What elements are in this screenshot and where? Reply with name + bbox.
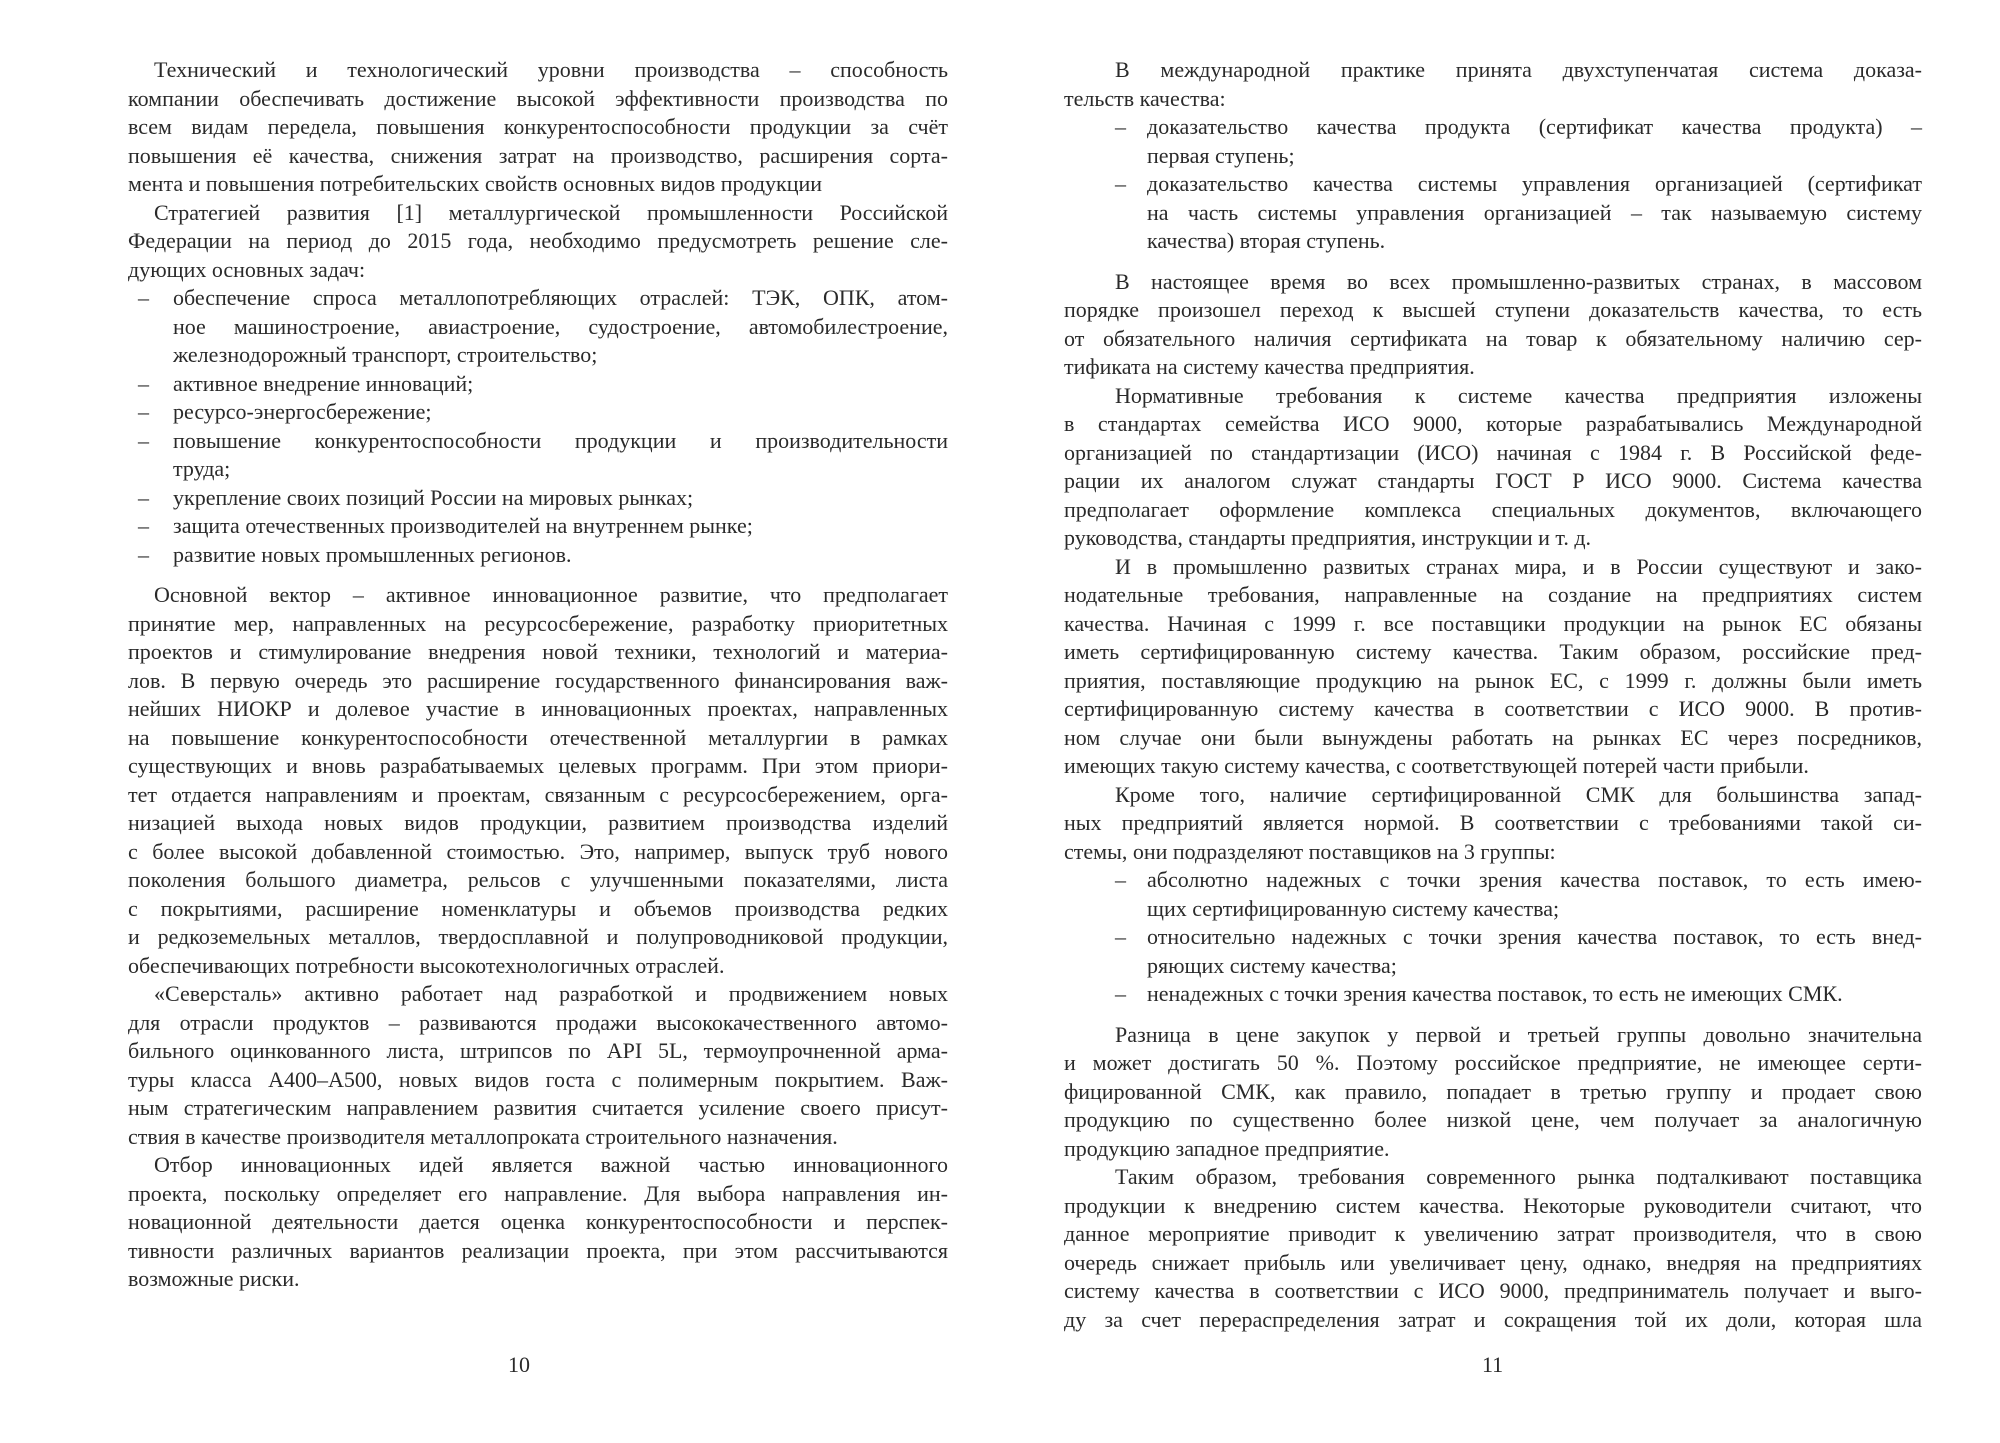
bullet-dash-icon: – (138, 513, 149, 538)
paragraph (1064, 1163, 1922, 1334)
text-line: ду за счет перераспределения затрат и сокращения той их доли, которая шла (1064, 1306, 1922, 1332)
text-line: фицированной СМК, как правило, попадает в третью группу и продает свою (1064, 1078, 1922, 1104)
text-line: Таким образом, требования современного рынка подталкивают поставщика (1115, 1164, 1922, 1189)
text-line: – абсолютно надежных с точки зрения качества поставок, то есть имею- (1147, 866, 1922, 895)
text-line: и может достигать 50 %. Поэтому российское предприятие, не имеющее серти- (1064, 1050, 1922, 1075)
text-line: щих сертифицированную систему качества; (1147, 895, 1560, 921)
text-line: бильного оцинкованного листа, штрипсов по API 5L, термоупрочненной арма- (128, 1038, 948, 1063)
paragraph (128, 980, 948, 1151)
bullet-item (128, 370, 948, 399)
paragraph (128, 56, 948, 199)
text-line: компании обеспечивать достижение высокой эффективности производства по (128, 85, 948, 111)
text-line: продукцию западное предприятие. (1064, 1135, 1390, 1161)
text-line: в стандартах семейства ИСО 9000, которые разрабатывались Международной (1064, 411, 1922, 436)
text-line: предполагает оформление комплекса специальных документов, включающего (1064, 496, 1922, 522)
text-line: порядке произошел переход к высшей ступени доказательств качества, то есть (1064, 297, 1922, 322)
text-line: ряющих систему качества; (1147, 952, 1397, 978)
bullet-dash-icon: – (138, 484, 149, 510)
bullet-item (128, 541, 948, 570)
text-line: очередь снижает прибыль или увеличивает цену, однако, внедряя на предприятиях (1064, 1249, 1922, 1275)
bullet-item (1064, 866, 1922, 923)
text-line: туры класса А400–А500, новых видов госта с полимерным покрытием. Важ- (128, 1066, 948, 1092)
text-line: принятие мер, направленных на ресурсосбережение, разработку приоритетных (128, 610, 948, 636)
paragraph (1064, 382, 1922, 553)
text-line: – доказательство качества продукта (сертификат качества продукта) – (1147, 113, 1922, 142)
bullet-item (128, 512, 948, 541)
text-line: на часть системы управления организацией – так называемую систему (1147, 199, 1922, 225)
text-line: поколения большого диаметра, рельсов с улучшенными показателями, листа (128, 867, 948, 892)
text-line: – доказательство качества системы управления организацией (сертификат (1147, 170, 1922, 199)
text-line: проектов и стимулирование внедрения новой техники, технологий и материа- (128, 639, 948, 664)
bullet-dash-icon: – (1115, 981, 1126, 1006)
text-line: тельств качества: (1064, 85, 1226, 111)
text-line: данное мероприятие приводит к увеличению затрат производителя, что в свою (1064, 1221, 1922, 1246)
text-line: ствия в качестве производителя металлопроката строительного назначения. (128, 1123, 838, 1149)
text-line: труда; (173, 456, 231, 481)
text-line: сертифицированную систему качества в соответствии с ИСО 9000. В против- (1064, 696, 1922, 721)
text-line: – ресурсо-энергосбережение; (173, 398, 948, 427)
paragraph (128, 581, 948, 980)
paragraph (128, 199, 948, 285)
text-line: нодательные требования, направленные на создание на предприятиях систем (1064, 582, 1922, 607)
text-line: – активное внедрение инноваций; (173, 370, 948, 399)
text-line: существующих и вновь разрабатываемых целевых программ. При этом приори- (128, 753, 948, 778)
bullet-dash-icon: – (138, 427, 149, 453)
text-line: В настоящее время во всех промышленно-развитых странах, в массовом (1115, 268, 1922, 294)
text-line: ных предприятий является нормой. В соответствии с требованиями такой си- (1064, 810, 1922, 835)
text-line: руководства, стандарты предприятия, инструкции и т. д. (1064, 525, 1592, 550)
text-line: ное машиностроение, авиастроение, судостроение, автомобилестроение, (173, 313, 948, 339)
text-line: И в промышленно развитых странах мира, и в России существуют и зако- (1115, 553, 1922, 579)
text-line: тификата на систему качества предприятия. (1064, 354, 1475, 379)
bullet-dash-icon: – (138, 399, 149, 424)
bullet-item (1064, 170, 1922, 256)
paragraph (1064, 553, 1922, 781)
text-line: ным стратегическим направлением развития считается усиление своего присут- (128, 1095, 948, 1120)
bullet-dash-icon: – (138, 370, 149, 396)
text-line: мента и повышения потребительских свойств основных видов продукции (128, 171, 823, 196)
text-line: первая ступень; (1147, 142, 1295, 168)
text-line: Основной вектор – активное инновационное развитие, что предполагает (154, 582, 948, 607)
text-line: лов. В первую очередь это расширение государственного финансирования важ- (128, 667, 948, 693)
text-line: Разница в цене закупок у первой и третьей группы довольно значительна (1115, 1021, 1922, 1047)
bullet-dash-icon: – (138, 285, 149, 310)
bullet-item (128, 398, 948, 427)
bullet-dash-icon: – (1115, 867, 1126, 892)
bullet-item (128, 484, 948, 513)
text-line: иметь сертифицированную систему качества. Таким образом, российские пред- (1064, 639, 1922, 664)
bullet-dash-icon: – (1115, 171, 1126, 196)
text-line: дующих основных задач: (128, 256, 366, 282)
text-line: – ненадежных с точки зрения качества поставок, то есть не имеющих СМК. (1147, 980, 1922, 1009)
text-line: Стратегией развития [1] металлургической промышленности Российской (154, 199, 948, 225)
paragraph (128, 1151, 948, 1294)
paragraph (1064, 1021, 1922, 1164)
bullet-item (1064, 980, 1922, 1009)
text-line: – обеспечение спроса металлопотребляющих отраслей: ТЭК, ОПК, атом- (173, 284, 948, 313)
text-line: рации их аналогом служат стандарты ГОСТ Р ИСО 9000. Система качества (1064, 468, 1922, 493)
bullet-dash-icon: – (1115, 114, 1126, 139)
bullet-dash-icon: – (1115, 924, 1126, 949)
text-line: Отбор инновационных идей является важной частью инновационного (154, 1152, 948, 1177)
text-line: продукцию по существенно более низкой цене, чем получает за аналогичную (1064, 1107, 1922, 1132)
right-page-text (1064, 56, 1922, 1334)
text-line: новационной деятельности дается оценка конкурентоспособности и перспек- (128, 1209, 948, 1234)
text-line: на повышение конкурентоспособности отечественной металлургии в рамках (128, 724, 948, 750)
text-line: «Северсталь» активно работает над разработкой и продвижением новых (154, 981, 948, 1006)
bullet-dash-icon: – (138, 541, 149, 567)
paragraph (1064, 781, 1922, 867)
text-line: продукции к внедрению систем качества. Некоторые руководители считают, что (1064, 1192, 1922, 1218)
paragraph (1064, 268, 1922, 382)
text-line: и редкоземельных металлов, твердосплавной и полупроводниковой продукции, (128, 924, 948, 949)
text-line: качества) вторая ступень. (1147, 228, 1386, 253)
page-number-right: 11 (1482, 1352, 1504, 1377)
text-line: нейших НИОКР и долевое участие в инновационных проектах, направленных (128, 696, 948, 721)
text-line: для отрасли продуктов – развиваются продажи высококачественного автомо- (128, 1009, 948, 1035)
spacer (1064, 1009, 1922, 1021)
text-line: систему качества в соответствии с ИСО 9000, предприниматель получает и выго- (1064, 1278, 1922, 1303)
paragraph (1064, 56, 1922, 113)
text-line: имеющих такую систему качества, с соответствующей потерей части прибыли. (1064, 753, 1809, 778)
spacer (128, 569, 948, 581)
text-line: от обязательного наличия сертификата на товар к обязательному наличию сер- (1064, 325, 1922, 351)
text-line: ном случае они были вынуждены работать на рынках ЕС через посредников, (1064, 724, 1922, 750)
text-line: с покрытиями, расширение номенклатуры и объемов производства редких (128, 895, 948, 921)
text-line: обеспечивающих потребности высокотехнологичных отраслей. (128, 952, 725, 978)
spacer (1064, 256, 1922, 268)
bullet-item (1064, 923, 1922, 980)
text-line: стемы, они подразделяют поставщиков на 3 группы: (1064, 838, 1556, 864)
text-line: – защита отечественных производителей на внутреннем рынке; (173, 512, 948, 541)
text-line: проекта, поскольку определяет его направление. Для выбора направления ин- (128, 1180, 948, 1206)
text-line: тивности различных вариантов реализации проекта, при этом рассчитываются (128, 1237, 948, 1263)
text-line: с более высокой добавленной стоимостью. Это, например, выпуск труб нового (128, 838, 948, 864)
text-line: Нормативные требования к системе качества предприятия изложены (1115, 382, 1922, 408)
text-line: всем видам передела, повышения конкурентоспособности продукции за счёт (128, 114, 948, 139)
bullet-item (128, 427, 948, 484)
text-line: В международной практике принята двухступенчатая система доказа- (1115, 57, 1922, 82)
left-page-text (128, 56, 948, 1294)
text-line: – повышение конкурентоспособности продукции и производительности (173, 427, 948, 456)
text-line: организацией по стандартизации (ИСО) начиная с 1984 г. В Российской феде- (1064, 439, 1922, 465)
text-line: качества. Начиная с 1999 г. все поставщики продукции на рынок ЕС обязаны (1064, 610, 1922, 636)
text-line: железнодорожный транспорт, строительство; (173, 342, 598, 367)
text-line: – развитие новых промышленных регионов. (173, 541, 948, 570)
text-line: – относительно надежных с точки зрения качества поставок, то есть внед- (1147, 923, 1922, 952)
text-line: повышения её качества, снижения затрат на производство, расширения сорта- (128, 142, 948, 168)
text-line: тет отдается направлениям и проектам, связанным с ресурсосбережением, орга- (128, 781, 948, 807)
page-number-left: 10 (508, 1352, 530, 1377)
text-line: Федерации на период до 2015 года, необходимо предусмотреть решение сле- (128, 228, 948, 253)
text-line: Технический и технологический уровни производства – способность (154, 57, 948, 82)
text-line: – укрепление своих позиций России на мировых рынках; (173, 484, 948, 513)
text-line: Кроме того, наличие сертифицированной СМК для большинства запад- (1115, 781, 1922, 807)
text-line: приятия, поставляющие продукцию на рынок ЕС, с 1999 г. должны были иметь (1064, 667, 1922, 693)
bullet-item (128, 284, 948, 370)
text-line: низацией выхода новых видов продукции, развитием производства изделий (128, 810, 948, 835)
bullet-item (1064, 113, 1922, 170)
text-line: возможные риски. (128, 1266, 300, 1291)
